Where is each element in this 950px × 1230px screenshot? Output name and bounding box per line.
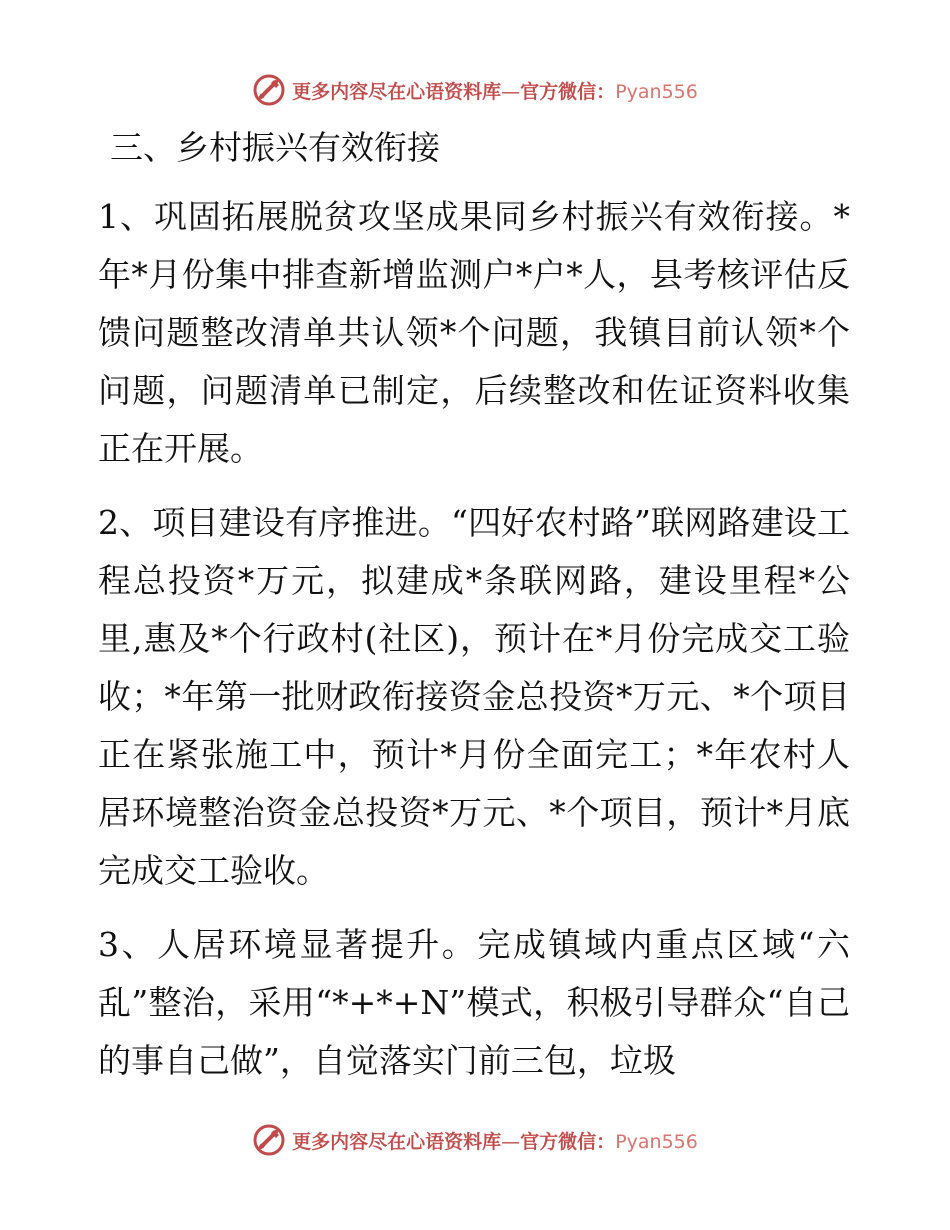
watermark-banner-bottom — [0, 1120, 950, 1160]
paragraph-3: 3、人居环境显著提升。完成镇域内重点区域“六乱”整治，采用“*+*+N”模式，积极引导群众“自己的事自己做”，自觉落实门前三包，垃圾 — [98, 925, 850, 1080]
watermark-banner-top — [0, 70, 950, 110]
paragraph-1: 1、巩固拓展脱贫攻坚成果同乡村振兴有效衔接。*年*月份集中排查新增监测户*户*人，县考核评估反馈问题整改清单共认领*个问题，我镇目前认领*个问题，问题清单已制定，后续整改和佐证资料收集正在开展。 — [98, 197, 850, 468]
watermark-text: 更多内容尽在心语资料库—官方微信：Pyan556 — [292, 1130, 698, 1153]
document-page — [98, 122, 850, 1106]
watermark-logo-icon — [252, 1123, 286, 1157]
watermark-logo-icon — [252, 73, 286, 107]
watermark-text: 更多内容尽在心语资料库—官方微信：Pyan556 — [292, 80, 698, 103]
section-heading: 三、乡村振兴有效衔接 — [110, 128, 440, 167]
paragraph-2: 2、项目建设有序推进。“四好农村路”联网路建设工程总投资*万元，拟建成*条联网路，建设里程*公里,惠及*个行政村(社区)，预计在*月份完成交工验收；*年第一批财政衔接资金总投资*万元、*个项目正在紧张施工中，预计*月份全面完工；*年农村人居环境整治资金总投资*万元、*个项目，预计*月底完成交工验收。 — [98, 503, 850, 890]
